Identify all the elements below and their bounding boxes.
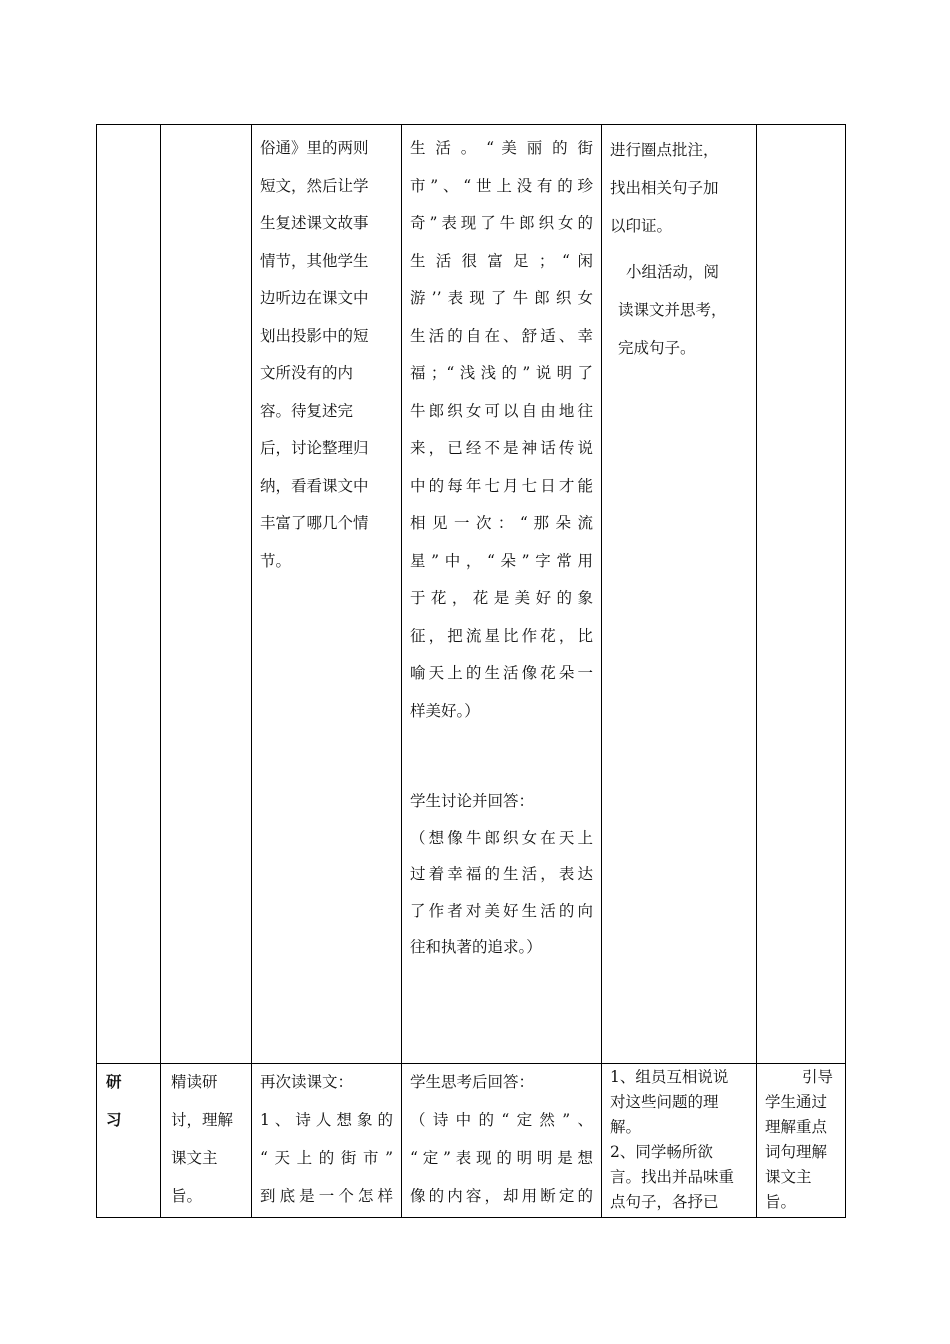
student-activity-title: 学生思考后回答： bbox=[410, 1073, 535, 1091]
design-intent-first: 引导 bbox=[801, 1068, 833, 1086]
lesson-plan-table bbox=[96, 124, 846, 1218]
teacher-activity-title: 再次读课文： bbox=[260, 1073, 354, 1091]
student-activity bbox=[410, 1063, 593, 1215]
row1-col3-text: 俗通》里的两则 短文，然后让学 生复述课文故事 情节，其他学生 边听边在课文中 划出投影中的短 文所没有的内 容。待复述完 后，讨论整理归 纳，看看课文中 丰富了哪几个情 节。 bbox=[260, 139, 369, 570]
stage-label: 研 习 bbox=[106, 1073, 122, 1129]
column-divider bbox=[160, 125, 161, 1217]
discussion-title: 学生讨论并回答： bbox=[410, 792, 535, 810]
group-discussion: 1、组员互相说说 对这些问题的理 解。 2、同学畅所欲 言。找出并品味重 点句子，各抒已 bbox=[610, 1068, 735, 1211]
column-divider bbox=[601, 125, 602, 1217]
design-intent-text: 学生通过 理解重点 词句理解 课文主 旨。 bbox=[765, 1093, 828, 1211]
discussion-lines: （想像牛郎织女在天上 过着幸福的生活，表达 了作者对美好生活的向 往和执著的追求。） bbox=[410, 828, 593, 956]
row1-col5-annotation: 进行圈点批注， 找出相关句子加 以印证。 bbox=[610, 141, 719, 235]
row1-col4-lines: 生 活 。 “ 美 丽 的 街 市”、“世上没有的珍 奇”表现了牛郎织女的 生 活 很 富 足 ； “ 闲 游’’表现了牛郎织女 生活的自在、舒适、幸 福；“浅浅的”说明了 牛郎织女可以自由地往 来，已经不是神话传说 中的每年七月七日才能 相 见 一 次 ： “ 那 朵 流 星”中，“朵”字常用 于花，花是美好的象 征，把流星比作花，比 喻天上的生活像花朵一 样美好。） bbox=[410, 139, 593, 720]
row1-col4-answer bbox=[410, 130, 593, 730]
column-divider bbox=[756, 125, 757, 1217]
column-divider bbox=[401, 125, 402, 1217]
teacher-activity-lines: 1、诗人想象的 “天上的街市” 到底是一个怎样 bbox=[260, 1111, 393, 1205]
column-divider bbox=[251, 125, 252, 1217]
student-activity-lines: （诗中的“定然”、 “定”表现的明明是想 像的内容，却用断定的 bbox=[410, 1111, 593, 1205]
teacher-activity bbox=[260, 1063, 393, 1215]
row1-col5-group-activity: 小组活动，阅 读课文并思考， 完成句子。 bbox=[618, 263, 727, 357]
row1-col4-discussion bbox=[410, 783, 593, 966]
design-intent bbox=[765, 1065, 843, 1215]
stage-goal: 精读研 讨，理解 课文主 旨。 bbox=[171, 1073, 234, 1205]
